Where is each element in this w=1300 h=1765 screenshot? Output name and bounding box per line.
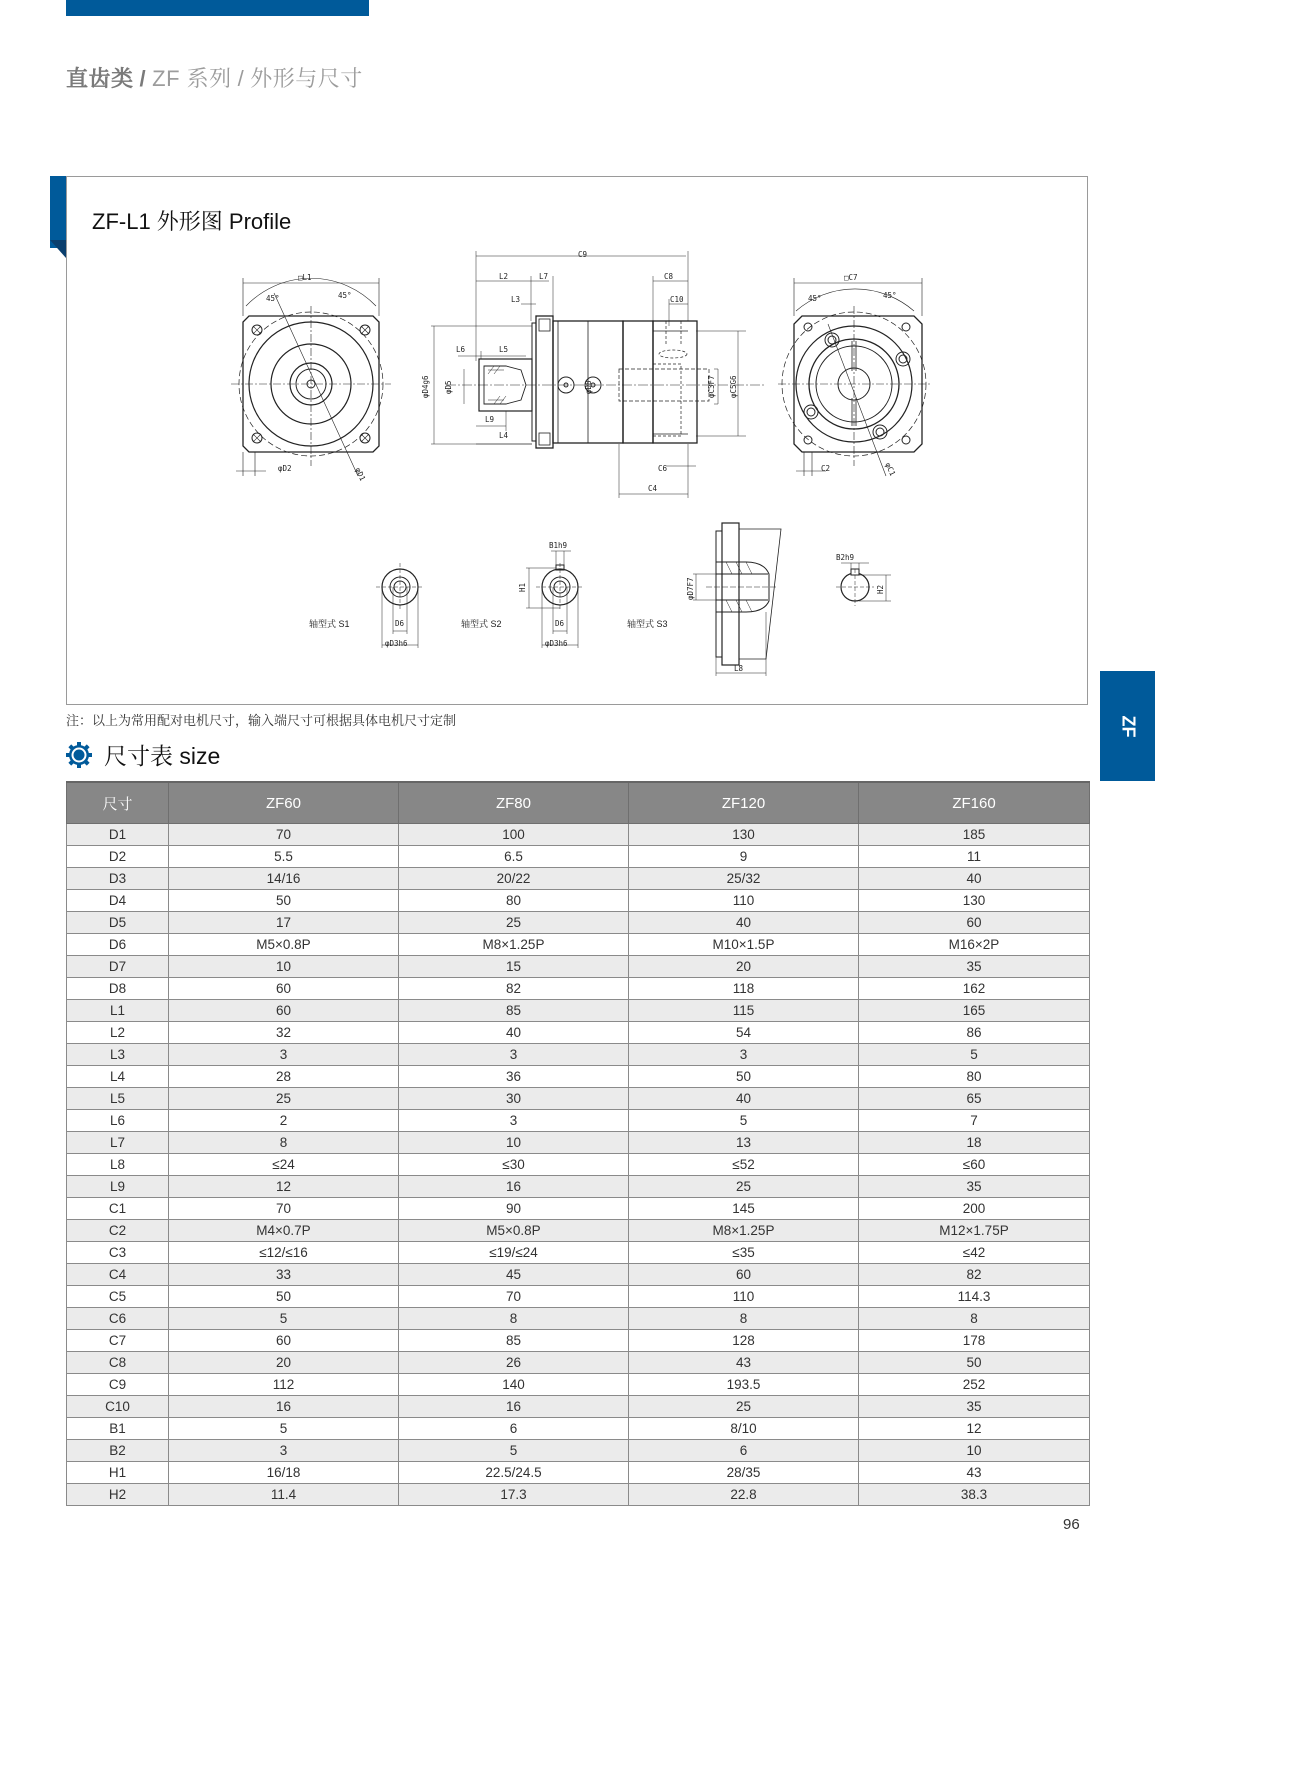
label-D7: φD7F7 bbox=[686, 577, 695, 600]
dimension-value-cell: 40 bbox=[629, 1088, 859, 1110]
label-C7: □C7 bbox=[844, 273, 858, 282]
label-L2: L2 bbox=[499, 272, 509, 281]
dimension-name-cell: D2 bbox=[67, 846, 169, 868]
dimension-value-cell: 11 bbox=[859, 846, 1090, 868]
shaft-type-label: 轴型式 S1 bbox=[309, 619, 350, 629]
table-row bbox=[67, 1484, 1090, 1506]
dimension-value-cell: 35 bbox=[859, 956, 1090, 978]
label-B1: B1h9 bbox=[549, 541, 568, 550]
dimension-name-cell: D8 bbox=[67, 978, 169, 1000]
dimension-value-cell: 15 bbox=[399, 956, 629, 978]
dimension-value-cell: M16×2P bbox=[859, 934, 1090, 956]
dimension-name-cell: B1 bbox=[67, 1418, 169, 1440]
dimension-value-cell: 6.5 bbox=[399, 846, 629, 868]
dimension-value-cell: 16/18 bbox=[169, 1462, 399, 1484]
dimension-value-cell: 28/35 bbox=[629, 1462, 859, 1484]
table-row bbox=[67, 978, 1090, 1000]
dimension-value-cell: 54 bbox=[629, 1022, 859, 1044]
dimension-value-cell: M12×1.75P bbox=[859, 1220, 1090, 1242]
dimension-name-cell: L7 bbox=[67, 1132, 169, 1154]
breadcrumb bbox=[66, 62, 363, 93]
dimension-name-cell: C1 bbox=[67, 1198, 169, 1220]
dimension-value-cell: 14/16 bbox=[169, 868, 399, 890]
label-C4: C4 bbox=[648, 484, 658, 493]
shaft-type-s3 bbox=[627, 523, 891, 676]
dimension-name-cell: C4 bbox=[67, 1264, 169, 1286]
table-row bbox=[67, 1440, 1090, 1462]
label-C5: φC5G6 bbox=[729, 375, 738, 398]
dimension-value-cell: 10 bbox=[399, 1132, 629, 1154]
dimension-value-cell: 80 bbox=[859, 1066, 1090, 1088]
table-header-row bbox=[67, 782, 1090, 824]
dimension-value-cell: 25 bbox=[399, 912, 629, 934]
dimension-value-cell: ≤19/≤24 bbox=[399, 1242, 629, 1264]
table-row bbox=[67, 1132, 1090, 1154]
shaft-type-s1 bbox=[309, 563, 424, 648]
dimension-value-cell: 20 bbox=[629, 956, 859, 978]
dimension-value-cell: M8×1.25P bbox=[629, 1220, 859, 1242]
dimension-value-cell: 8 bbox=[859, 1308, 1090, 1330]
dimension-value-cell: 3 bbox=[169, 1440, 399, 1462]
label-L7: L7 bbox=[539, 272, 549, 281]
dimension-value-cell: 8 bbox=[169, 1132, 399, 1154]
dimension-value-cell: 16 bbox=[399, 1396, 629, 1418]
shaft-type-label: 轴型式 S2 bbox=[461, 619, 502, 629]
dimension-value-cell: 5 bbox=[399, 1440, 629, 1462]
dimension-value-cell: 114.3 bbox=[859, 1286, 1090, 1308]
dimension-name-cell: D5 bbox=[67, 912, 169, 934]
table-row bbox=[67, 1242, 1090, 1264]
dimension-value-cell: 80 bbox=[399, 890, 629, 912]
dimension-value-cell: 5 bbox=[629, 1110, 859, 1132]
label-L5: L5 bbox=[499, 345, 509, 354]
table-row bbox=[67, 1110, 1090, 1132]
dimension-value-cell: ≤60 bbox=[859, 1154, 1090, 1176]
dimension-value-cell: 60 bbox=[629, 1264, 859, 1286]
breadcrumb-series: ZF 系列 bbox=[152, 66, 232, 91]
breadcrumb-page: 外形与尺寸 bbox=[250, 66, 363, 91]
dimension-value-cell: M5×0.8P bbox=[399, 1220, 629, 1242]
dimension-value-cell: 50 bbox=[629, 1066, 859, 1088]
dimension-value-cell: 22.8 bbox=[629, 1484, 859, 1506]
dimension-value-cell: 35 bbox=[859, 1396, 1090, 1418]
label-angle: 45° bbox=[883, 291, 897, 300]
table-row bbox=[67, 890, 1090, 912]
label-D4: φD4g6 bbox=[421, 375, 430, 398]
dimension-value-cell: 50 bbox=[169, 1286, 399, 1308]
dimension-name-cell: L1 bbox=[67, 1000, 169, 1022]
dimension-value-cell: 5 bbox=[169, 1418, 399, 1440]
breadcrumb-separator: / bbox=[237, 66, 245, 91]
dimension-value-cell: 13 bbox=[629, 1132, 859, 1154]
dimension-value-cell: 193.5 bbox=[629, 1374, 859, 1396]
dimension-value-cell: 5 bbox=[859, 1044, 1090, 1066]
dimension-name-cell: L8 bbox=[67, 1154, 169, 1176]
dimension-value-cell: 16 bbox=[399, 1176, 629, 1198]
dimension-name-cell: L5 bbox=[67, 1088, 169, 1110]
gear-icon bbox=[66, 742, 92, 768]
dimension-value-cell: 43 bbox=[859, 1462, 1090, 1484]
label-D2: φD2 bbox=[278, 464, 292, 473]
dimension-value-cell: ≤35 bbox=[629, 1242, 859, 1264]
label-L4: L4 bbox=[499, 431, 509, 440]
dimension-value-cell: 40 bbox=[859, 868, 1090, 890]
size-table-heading bbox=[66, 738, 220, 771]
dimension-value-cell: 3 bbox=[169, 1044, 399, 1066]
dimension-value-cell: 22.5/24.5 bbox=[399, 1462, 629, 1484]
label-C2: C2 bbox=[821, 464, 831, 473]
dimension-value-cell: 28 bbox=[169, 1066, 399, 1088]
dimension-value-cell: 50 bbox=[859, 1352, 1090, 1374]
dimension-value-cell: 130 bbox=[859, 890, 1090, 912]
dimension-value-cell: 3 bbox=[629, 1044, 859, 1066]
dimension-value-cell: 85 bbox=[399, 1330, 629, 1352]
dimension-value-cell: 8 bbox=[399, 1308, 629, 1330]
dimension-value-cell: 252 bbox=[859, 1374, 1090, 1396]
dimension-value-cell: 25 bbox=[169, 1088, 399, 1110]
dimension-value-cell: 9 bbox=[629, 846, 859, 868]
dimension-name-cell: L3 bbox=[67, 1044, 169, 1066]
dimension-value-cell: 115 bbox=[629, 1000, 859, 1022]
label-C1: φC1 bbox=[883, 461, 898, 478]
table-row bbox=[67, 1352, 1090, 1374]
dimension-value-cell: 112 bbox=[169, 1374, 399, 1396]
label-D6: D6 bbox=[555, 619, 565, 628]
dimension-value-cell: ≤52 bbox=[629, 1154, 859, 1176]
dimension-value-cell: ≤12/≤16 bbox=[169, 1242, 399, 1264]
dimension-value-cell: M4×0.7P bbox=[169, 1220, 399, 1242]
table-row bbox=[67, 1462, 1090, 1484]
dimension-value-cell: 10 bbox=[859, 1440, 1090, 1462]
table-row bbox=[67, 846, 1090, 868]
label-H1: H1 bbox=[518, 582, 527, 592]
dimension-name-cell: D1 bbox=[67, 824, 169, 846]
label-D5: φD5 bbox=[444, 380, 453, 394]
dimension-value-cell: 110 bbox=[629, 890, 859, 912]
table-row bbox=[67, 934, 1090, 956]
dimension-value-cell: 25 bbox=[629, 1176, 859, 1198]
dimension-value-cell: 110 bbox=[629, 1286, 859, 1308]
dimension-value-cell: 85 bbox=[399, 1000, 629, 1022]
dimension-value-cell: 60 bbox=[169, 978, 399, 1000]
dimension-value-cell: 82 bbox=[859, 1264, 1090, 1286]
dimension-value-cell: M8×1.25P bbox=[399, 934, 629, 956]
dimension-value-cell: 140 bbox=[399, 1374, 629, 1396]
dimension-value-cell: 30 bbox=[399, 1088, 629, 1110]
dimension-value-cell: M10×1.5P bbox=[629, 934, 859, 956]
table-row bbox=[67, 1154, 1090, 1176]
dimension-value-cell: 20/22 bbox=[399, 868, 629, 890]
dimension-name-cell: L6 bbox=[67, 1110, 169, 1132]
column-header-dimension: 尺寸 bbox=[67, 782, 169, 824]
dimension-value-cell: 17 bbox=[169, 912, 399, 934]
label-L9: L9 bbox=[485, 415, 495, 424]
breadcrumb-separator: / bbox=[139, 66, 147, 91]
dimension-value-cell: 8/10 bbox=[629, 1418, 859, 1440]
dimension-name-cell: C7 bbox=[67, 1330, 169, 1352]
dimension-name-cell: H1 bbox=[67, 1462, 169, 1484]
dimension-value-cell: 3 bbox=[399, 1110, 629, 1132]
dimension-value-cell: 25 bbox=[629, 1396, 859, 1418]
table-row bbox=[67, 1066, 1090, 1088]
dimension-name-cell: B2 bbox=[67, 1440, 169, 1462]
label-C10: C10 bbox=[670, 295, 684, 304]
table-row bbox=[67, 1022, 1090, 1044]
dimension-value-cell: 2 bbox=[169, 1110, 399, 1132]
table-row bbox=[67, 1044, 1090, 1066]
dimension-value-cell: 162 bbox=[859, 978, 1090, 1000]
dimension-value-cell: ≤24 bbox=[169, 1154, 399, 1176]
dimension-value-cell: 20 bbox=[169, 1352, 399, 1374]
dimension-value-cell: 86 bbox=[859, 1022, 1090, 1044]
label-C3: φC3F7 bbox=[707, 375, 716, 398]
dimension-value-cell: 130 bbox=[629, 824, 859, 846]
dimension-value-cell: 50 bbox=[169, 890, 399, 912]
dimension-value-cell: 60 bbox=[859, 912, 1090, 934]
dimension-value-cell: 70 bbox=[169, 824, 399, 846]
ribbon-bookmark-icon bbox=[50, 176, 66, 248]
top-accent-bar bbox=[66, 0, 369, 16]
table-row bbox=[67, 1176, 1090, 1198]
label-L8: L8 bbox=[734, 664, 744, 673]
dimension-value-cell: 178 bbox=[859, 1330, 1090, 1352]
dimension-value-cell: 40 bbox=[629, 912, 859, 934]
dimension-name-cell: D6 bbox=[67, 934, 169, 956]
table-row bbox=[67, 868, 1090, 890]
side-tab-label: ZF bbox=[1118, 715, 1138, 737]
size-table-title: 尺寸表 size bbox=[104, 743, 221, 769]
dimension-name-cell: D4 bbox=[67, 890, 169, 912]
dimension-value-cell: 165 bbox=[859, 1000, 1090, 1022]
column-header-zf120: ZF120 bbox=[629, 782, 859, 824]
label-C8: C8 bbox=[664, 272, 674, 281]
table-row bbox=[67, 1330, 1090, 1352]
page-number: 96 bbox=[1063, 1516, 1080, 1533]
ribbon-fold-icon bbox=[50, 240, 66, 258]
table-body bbox=[67, 824, 1090, 1506]
dimension-value-cell: 70 bbox=[399, 1286, 629, 1308]
dimension-value-cell: 12 bbox=[169, 1176, 399, 1198]
dimension-value-cell: 43 bbox=[629, 1352, 859, 1374]
dimension-value-cell: 6 bbox=[629, 1440, 859, 1462]
dimension-name-cell: C8 bbox=[67, 1352, 169, 1374]
side-view bbox=[421, 250, 766, 498]
dimension-value-cell: 38.3 bbox=[859, 1484, 1090, 1506]
dimension-value-cell: 17.3 bbox=[399, 1484, 629, 1506]
table-row bbox=[67, 1418, 1090, 1440]
column-header-zf160: ZF160 bbox=[859, 782, 1090, 824]
label-L6: L6 bbox=[456, 345, 466, 354]
dimension-name-cell: L4 bbox=[67, 1066, 169, 1088]
label-L3: L3 bbox=[511, 295, 521, 304]
dimension-name-cell: C9 bbox=[67, 1374, 169, 1396]
dimension-name-cell: L2 bbox=[67, 1022, 169, 1044]
dimension-value-cell: 26 bbox=[399, 1352, 629, 1374]
dimension-value-cell: 6 bbox=[399, 1418, 629, 1440]
label-D8: φD8 bbox=[584, 380, 593, 394]
shaft-type-label: 轴型式 S3 bbox=[627, 619, 668, 629]
front-view bbox=[231, 273, 391, 482]
size-table bbox=[66, 781, 1090, 1506]
dimension-value-cell: 12 bbox=[859, 1418, 1090, 1440]
label-C9: C9 bbox=[578, 250, 588, 259]
dimension-value-cell: 5.5 bbox=[169, 846, 399, 868]
column-header-zf60: ZF60 bbox=[169, 782, 399, 824]
footnote: 注：以上为常用配对电机尺寸，输入端尺寸可根据具体电机尺寸定制 bbox=[66, 713, 457, 728]
dimension-value-cell: ≤30 bbox=[399, 1154, 629, 1176]
dimension-value-cell: 25/32 bbox=[629, 868, 859, 890]
dimension-value-cell: 128 bbox=[629, 1330, 859, 1352]
dimension-value-cell: 8 bbox=[629, 1308, 859, 1330]
label-angle: 45° bbox=[808, 294, 822, 303]
table-row bbox=[67, 1198, 1090, 1220]
dimension-value-cell: 36 bbox=[399, 1066, 629, 1088]
dimension-value-cell: 185 bbox=[859, 824, 1090, 846]
label-C6: C6 bbox=[658, 464, 668, 473]
label-D6: D6 bbox=[395, 619, 405, 628]
table-row bbox=[67, 1286, 1090, 1308]
table-row bbox=[67, 1308, 1090, 1330]
dimension-name-cell: L9 bbox=[67, 1176, 169, 1198]
dimension-name-cell: D7 bbox=[67, 956, 169, 978]
dimension-value-cell: 35 bbox=[859, 1176, 1090, 1198]
table-row bbox=[67, 1088, 1090, 1110]
dimension-value-cell: 60 bbox=[169, 1330, 399, 1352]
dimension-value-cell: 65 bbox=[859, 1088, 1090, 1110]
label-L1: □L1 bbox=[298, 273, 312, 282]
column-header-zf80: ZF80 bbox=[399, 782, 629, 824]
dimension-value-cell: 16 bbox=[169, 1396, 399, 1418]
side-tab-zf[interactable] bbox=[1100, 671, 1155, 781]
dimension-name-cell: C6 bbox=[67, 1308, 169, 1330]
dimension-name-cell: C3 bbox=[67, 1242, 169, 1264]
dimension-value-cell: 82 bbox=[399, 978, 629, 1000]
dimension-value-cell: 70 bbox=[169, 1198, 399, 1220]
label-D1: φD1 bbox=[353, 466, 368, 483]
dimension-value-cell: 145 bbox=[629, 1198, 859, 1220]
dimension-name-cell: H2 bbox=[67, 1484, 169, 1506]
label-angle: 45° bbox=[338, 291, 352, 300]
table-row bbox=[67, 912, 1090, 934]
dimension-name-cell: D3 bbox=[67, 868, 169, 890]
dimension-name-cell: C5 bbox=[67, 1286, 169, 1308]
table-row bbox=[67, 956, 1090, 978]
table-row bbox=[67, 1396, 1090, 1418]
dimension-value-cell: 40 bbox=[399, 1022, 629, 1044]
dimension-value-cell: 118 bbox=[629, 978, 859, 1000]
dimension-value-cell: 60 bbox=[169, 1000, 399, 1022]
label-D3: φD3h6 bbox=[545, 639, 568, 648]
dimension-value-cell: 18 bbox=[859, 1132, 1090, 1154]
breadcrumb-category: 直齿类 bbox=[66, 66, 134, 91]
dimension-value-cell: 7 bbox=[859, 1110, 1090, 1132]
dimension-value-cell: 90 bbox=[399, 1198, 629, 1220]
dimension-value-cell: 200 bbox=[859, 1198, 1090, 1220]
table-row bbox=[67, 824, 1090, 846]
technical-drawing bbox=[66, 176, 1088, 705]
dimension-value-cell: 3 bbox=[399, 1044, 629, 1066]
dimension-value-cell: ≤42 bbox=[859, 1242, 1090, 1264]
table-row bbox=[67, 1000, 1090, 1022]
dimension-value-cell: 10 bbox=[169, 956, 399, 978]
table-row bbox=[67, 1374, 1090, 1396]
dimension-value-cell: 45 bbox=[399, 1264, 629, 1286]
dimension-value-cell: 11.4 bbox=[169, 1484, 399, 1506]
label-B2: B2h9 bbox=[836, 553, 855, 562]
dimension-name-cell: C2 bbox=[67, 1220, 169, 1242]
dimension-value-cell: 5 bbox=[169, 1308, 399, 1330]
profile-title: ZF-L1 外形图 Profile bbox=[92, 209, 292, 234]
dimension-value-cell: 33 bbox=[169, 1264, 399, 1286]
shaft-type-s2 bbox=[461, 541, 584, 648]
table-row bbox=[67, 1220, 1090, 1242]
dimension-value-cell: 32 bbox=[169, 1022, 399, 1044]
label-H2: H2 bbox=[876, 584, 885, 594]
label-D3: φD3h6 bbox=[385, 639, 408, 648]
rear-view bbox=[778, 273, 932, 477]
label-angle: 45° bbox=[266, 294, 280, 303]
dimension-name-cell: C10 bbox=[67, 1396, 169, 1418]
dimension-value-cell: M5×0.8P bbox=[169, 934, 399, 956]
dimension-value-cell: 100 bbox=[399, 824, 629, 846]
table-row bbox=[67, 1264, 1090, 1286]
